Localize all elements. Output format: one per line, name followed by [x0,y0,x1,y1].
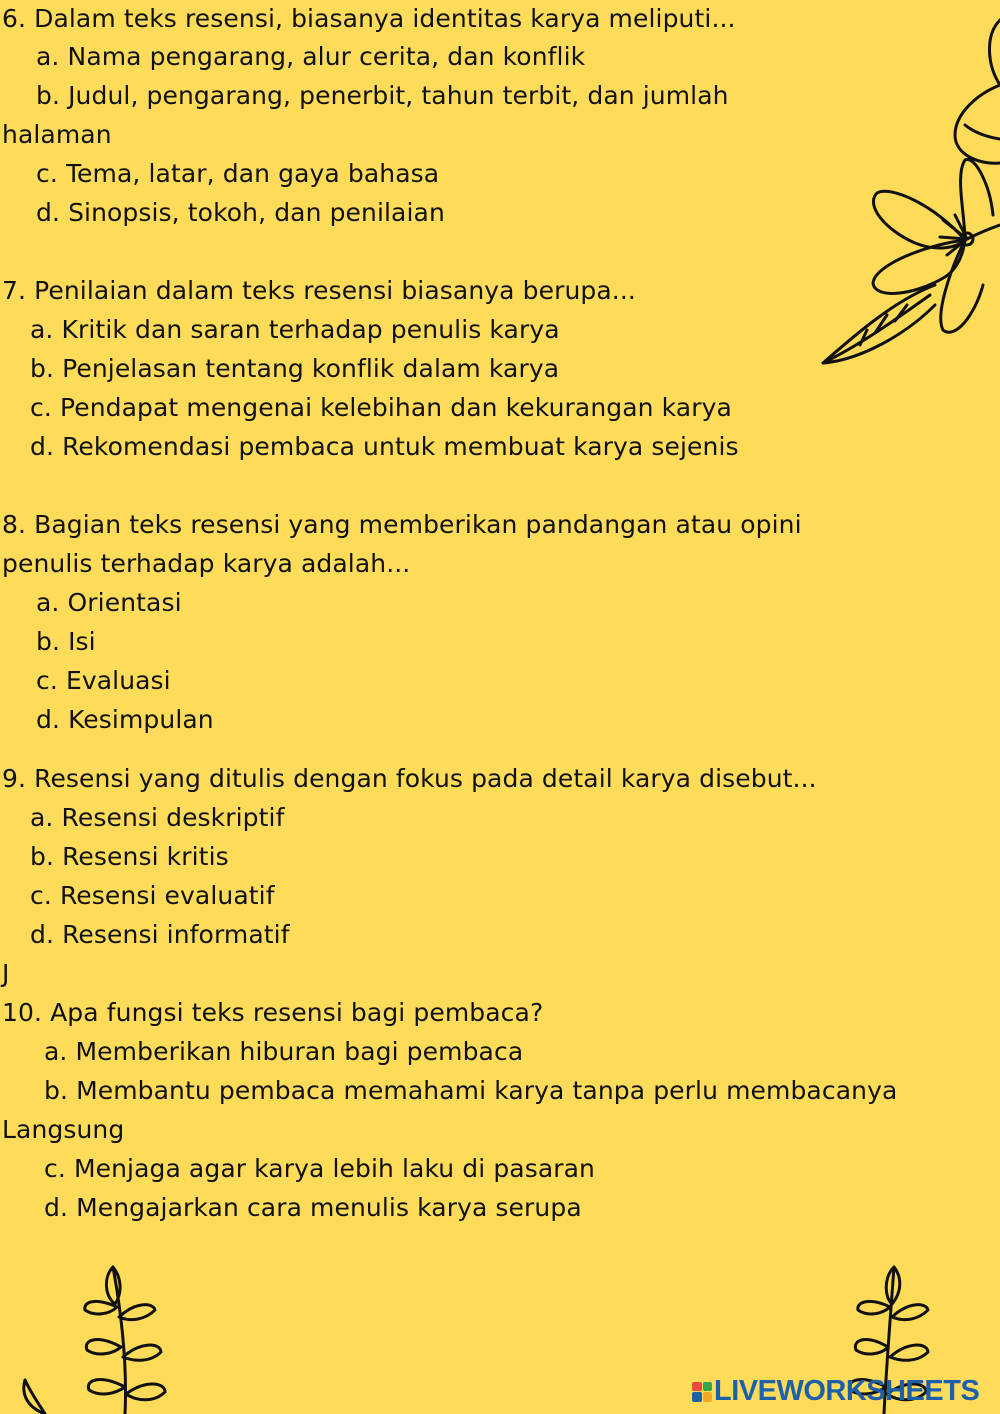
leaf-branch-icon [15,1262,205,1414]
question-8-option-a: a. Orientasi [36,588,182,617]
question-6-option-c: c. Tema, latar, dan gaya bahasa [36,159,440,188]
question-7-option-a: a. Kritik dan saran terhadap penulis karya [30,315,560,344]
question-10-option-b-cont: Langsung [2,1115,125,1144]
question-9-option-b: b. Resensi kritis [30,842,229,871]
question-10-option-d: d. Mengajarkan cara menulis karya serupa [44,1193,582,1222]
question-7-option-d: d. Rekomendasi pembaca untuk membuat karya sejenis [30,432,739,461]
question-10-option-a: a. Memberikan hiburan bagi pembaca [44,1037,524,1066]
question-6-option-b: b. Judul, pengarang, penerbit, tahun terbit, dan jumlah [36,81,729,110]
logo-mark-square [692,1382,702,1392]
question-8-option-d: d. Kesimpulan [36,705,214,734]
question-6-option-d: d. Sinopsis, tokoh, dan penilaian [36,198,445,227]
question-6-option-a: a. Nama pengarang, alur cerita, dan konflik [36,42,586,71]
question-8-option-b: b. Isi [36,627,96,656]
logo-mark-square [703,1392,713,1402]
question-8-text-cont: penulis terhadap karya adalah... [2,549,411,578]
stray-letter: J [2,959,10,988]
question-9-text: 9. Resensi yang ditulis dengan fokus pada detail karya disebut... [2,764,817,793]
logo-mark-square [692,1392,702,1402]
question-7-option-b: b. Penjelasan tentang konflik dalam karya [30,354,560,383]
question-10-option-b: b. Membantu pembaca memahami karya tanpa perlu membacanya [44,1076,898,1105]
liveworksheets-logo-mark [692,1382,712,1402]
logo-mark-square [703,1382,713,1392]
question-9-option-c: c. Resensi evaluatif [30,881,275,910]
question-9-option-a: a. Resensi deskriptif [30,803,285,832]
flower-icon [815,15,1000,375]
question-9-option-d: d. Resensi informatif [30,920,290,949]
question-8-text: 8. Bagian teks resensi yang memberikan pandangan atau opini [2,510,802,539]
question-8-option-c: c. Evaluasi [36,666,171,695]
liveworksheets-logo-text: LIVEWORKSHEETS [714,1375,980,1407]
question-10-text: 10. Apa fungsi teks resensi bagi pembaca? [2,998,544,1027]
question-10-option-c: c. Menjaga agar karya lebih laku di pasaran [44,1154,596,1183]
question-6-option-b-cont: halaman [2,120,112,149]
question-6-text: 6. Dalam teks resensi, biasanya identitas karya meliputi... [2,4,736,33]
question-7-option-c: c. Pendapat mengenai kelebihan dan kekurangan karya [30,393,732,422]
liveworksheets-logo [692,1375,979,1408]
question-7-text: 7. Penilaian dalam teks resensi biasanya berupa... [2,276,636,305]
